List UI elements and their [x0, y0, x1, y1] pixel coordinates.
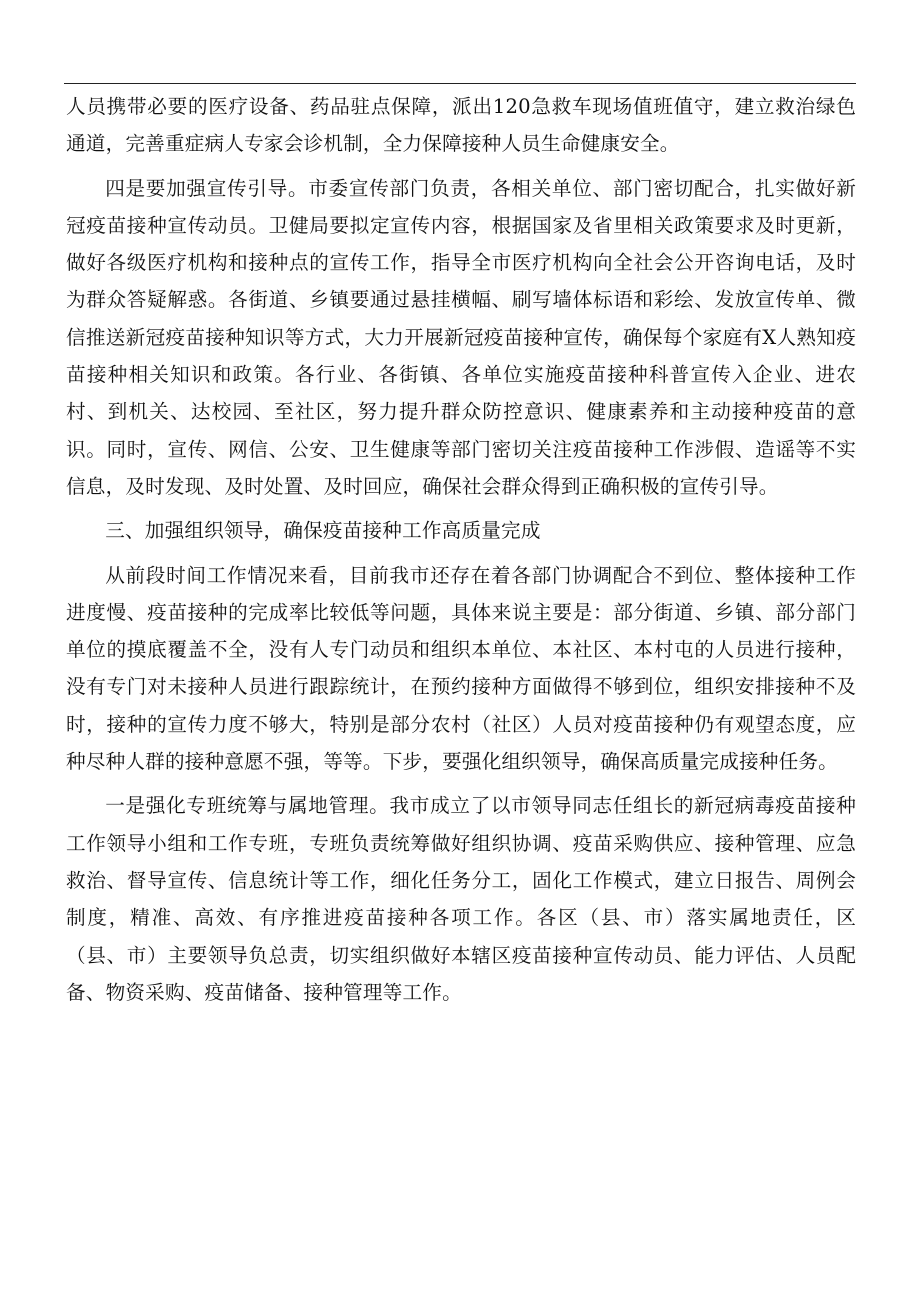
paragraph-task-force-management: 一是强化专班统筹与属地管理。我市成立了以市领导同志任组长的新冠病毒疫苗接种工作领导小组和工作专班，专班负责统筹做好组织协调、疫苗采购供应、接种管理、应急救治、督导宣传、信息统计等工作，细化任务分工，固化工作模式，建立日报告、周例会制度，精准、高效、有序推进疫苗接种各项工作。各区（县、市）落实属地责任，区（县、市）主要领导负总责，切实组织做好本辖区疫苗接种宣传动员、能力评估、人员配备、物资采购、疫苗储备、接种管理等工作。: [66, 794, 856, 1004]
paragraph-publicity-guidance: 四是要加强宣传引导。市委宣传部门负责，各相关单位、部门密切配合，扎实做好新冠疫苗接种宣传动员。卫健局要拟定宣传内容，根据国家及省里相关政策要求及时更新，做好各级医疗机构和接种点的宣传工作，指导全市医疗机构向全社会公开咨询电话，及时为群众答疑解惑。各街道、乡镇要通过悬挂横幅、刷写墙体标语和彩绘、发放宣传单、微信推送新冠疫苗接种知识等方式，大力开展新冠疫苗接种宣传，确保每个家庭有X人熟知疫苗接种相关知识和政策。各行业、各街镇、各单位实施疫苗接种科普宣传入企业、进农村、到机关、达校园、至社区，努力提升群众防控意识、健康素养和主动接种疫苗的意识。同时，宣传、网信、公安、卫生健康等部门密切关注疫苗接种工作涉假、造谣等不实信息，及时发现、及时处置、及时回应，确保社会群众得到正确积极的宣传引导。: [66, 176, 856, 498]
paragraph-current-problems: 从前段时间工作情况来看，目前我市还存在着各部门协调配合不到位、整体接种工作进度慢、疫苗接种的完成率比较低等问题，具体来说主要是：部分街道、乡镇、部分部门单位的摸底覆盖不全，没有人专门动员和组织本单位、本社区、本村屯的人员进行接种，没有专门对未接种人员进行跟踪统计，在预约接种方面做得不够到位，组织安排接种不及时，接种的宣传力度不够大，特别是部分农村（社区）人员对疫苗接种仍有观望态度，应种尽种人群的接种意愿不强，等等。下步，要强化组织领导，确保高质量完成接种任务。: [66, 563, 856, 774]
section-heading-3: 三、加强组织领导，确保疫苗接种工作高质量完成: [105, 519, 541, 543]
document-body: [66, 88, 856, 1011]
header-rule: [64, 83, 856, 84]
paragraph-continuation: 人员携带必要的医疗设备、药品驻点保障，派出120急救车现场值班值守，建立救治绿色通道，完善重症病人专家会诊机制，全力保障接种人员生命健康安全。: [66, 95, 856, 156]
